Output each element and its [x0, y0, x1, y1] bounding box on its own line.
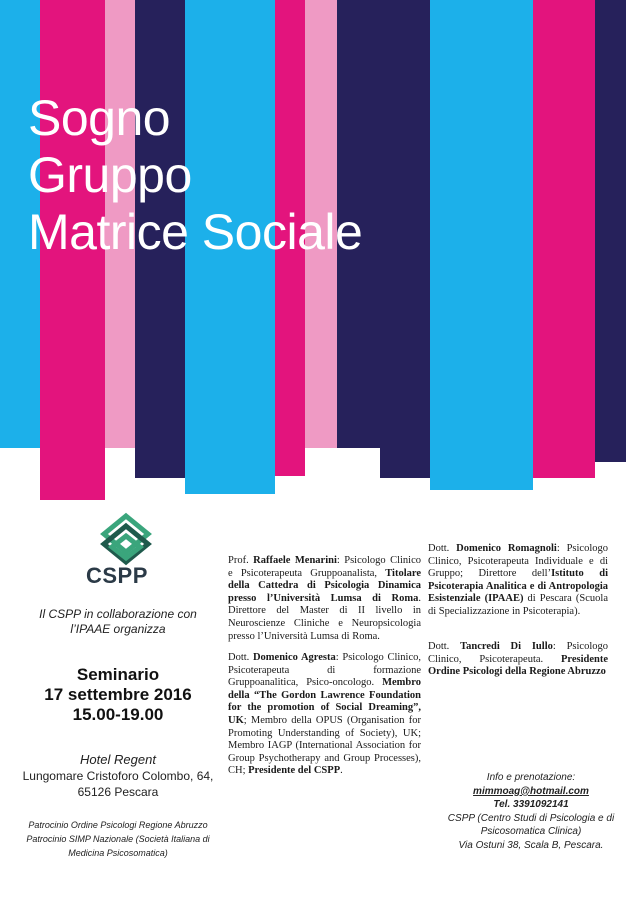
venue-block: [18, 752, 218, 800]
seminar-label: Seminario: [76, 665, 160, 684]
venue-hotel: Hotel Regent: [80, 752, 156, 767]
stripe-cyan-3: [430, 0, 533, 490]
bio-name: Tancredi Di Iullo: [460, 641, 553, 652]
bio-prefix: Dott.: [428, 641, 461, 652]
bio-prefix: Dott.: [428, 543, 457, 554]
bio-text: : Psicologo Clinico, Psicoterapeuta.: [428, 641, 609, 665]
title-line-2: Gruppo: [28, 147, 192, 203]
bio-prefix: Prof.: [228, 555, 254, 566]
patronage-line-1: Patrocinio Ordine Psicologi Regione Abruzzo: [28, 820, 208, 830]
title-line-1: Sogno: [28, 90, 171, 146]
stripe-edge: [626, 0, 636, 462]
bio-name: Raffaele Menarini: [253, 555, 337, 566]
bio-highlight: Presidente del CSPP: [248, 765, 341, 777]
venue-address-1: Lungomare Cristoforo Colombo, 64,: [22, 769, 214, 783]
email-link[interactable]: mimmoag@hotmail.com: [473, 785, 589, 797]
bio-highlight: Membro della “The Gordon Lawrence Foundation for the promotion of Social Dreaming”, UK: [228, 677, 421, 726]
info-address: Via Ostuni 38, Scala B, Pescara.: [458, 839, 604, 851]
patronage-line-3: Medicina Psicosomatica): [68, 848, 168, 858]
title-line-3: Matrice Sociale: [28, 204, 363, 260]
patronage-block: [18, 818, 218, 860]
poster-title: [28, 90, 362, 261]
bio-romagnoli: [428, 543, 608, 619]
seminar-block: [18, 665, 218, 725]
bio-text: di Pescara (Scuola di Specializzazione in Psicoterapia).: [428, 593, 608, 617]
bio-prefix: Dott.: [228, 652, 253, 663]
bio-text: ; Membro della OPUS (Organisation for Promoting Understanding of Society), UK; Membro IAGP (International Association for Group Psychotherapy and Group Processes), CH;: [228, 714, 421, 777]
bio-highlight: Titolare della Cattedra di Psicologia Dinamica presso l’Università Lumsa di Roma: [228, 567, 421, 604]
bio-menarini: [228, 555, 421, 643]
venue-address-2: 65126 Pescara: [77, 785, 159, 799]
logo-text: CSPP: [86, 563, 148, 588]
intro-text: Il CSPP in collaborazione con l’IPAAE organizza: [39, 607, 197, 636]
bio-name: Domenico Agresta: [252, 652, 336, 663]
seminar-date: 17 settembre 2016: [44, 685, 192, 704]
info-block: [426, 771, 636, 852]
bio-text: . Direttore del Master di II livello in Neuroscienze Cliniche e Neuropsicologia presso l’Università Lumsa di Roma.: [228, 592, 421, 642]
bio-agresta: [228, 652, 421, 778]
bio-highlight: Presidente Ordine Psicologi della Regione Abruzzo: [428, 653, 608, 678]
bio-text: .: [340, 765, 343, 777]
org-line-1: CSPP (Centro Studi di Psicologia e di: [447, 812, 615, 824]
phone-number: Tel. 3391092141: [493, 799, 569, 810]
stripe-magenta-3: [533, 0, 595, 478]
bio-text: : Psicologo Clinico, Psicoterapeuta di formazione Gruppoanalitica, Psico-oncologo.: [228, 652, 421, 689]
bio-name: Domenico Romagnoli: [456, 543, 557, 554]
patronage-line-2: Patrocinio SIMP Nazionale (Società Italiana di: [26, 834, 210, 844]
org-line-2: Psicosomatica Clinica): [480, 826, 582, 837]
info-label: Info e prenotazione:: [486, 772, 576, 783]
bio-text: : Psicologo Clinico, Psicoterapeuta Individuale e di Gruppo; Direttore dell’: [428, 543, 608, 580]
seminar-time: 15.00-19.00: [72, 705, 164, 724]
bio-di-iullo: [428, 641, 608, 679]
stripe-navy-4: [595, 0, 626, 462]
bio-highlight: Istituto di Psicoterapia Analitica e di Antropologia Esistenziale (IPAAE): [428, 568, 608, 605]
bio-text: : Psicologo Clinico e Psicoterapeuta Gruppoanalista,: [228, 555, 421, 579]
